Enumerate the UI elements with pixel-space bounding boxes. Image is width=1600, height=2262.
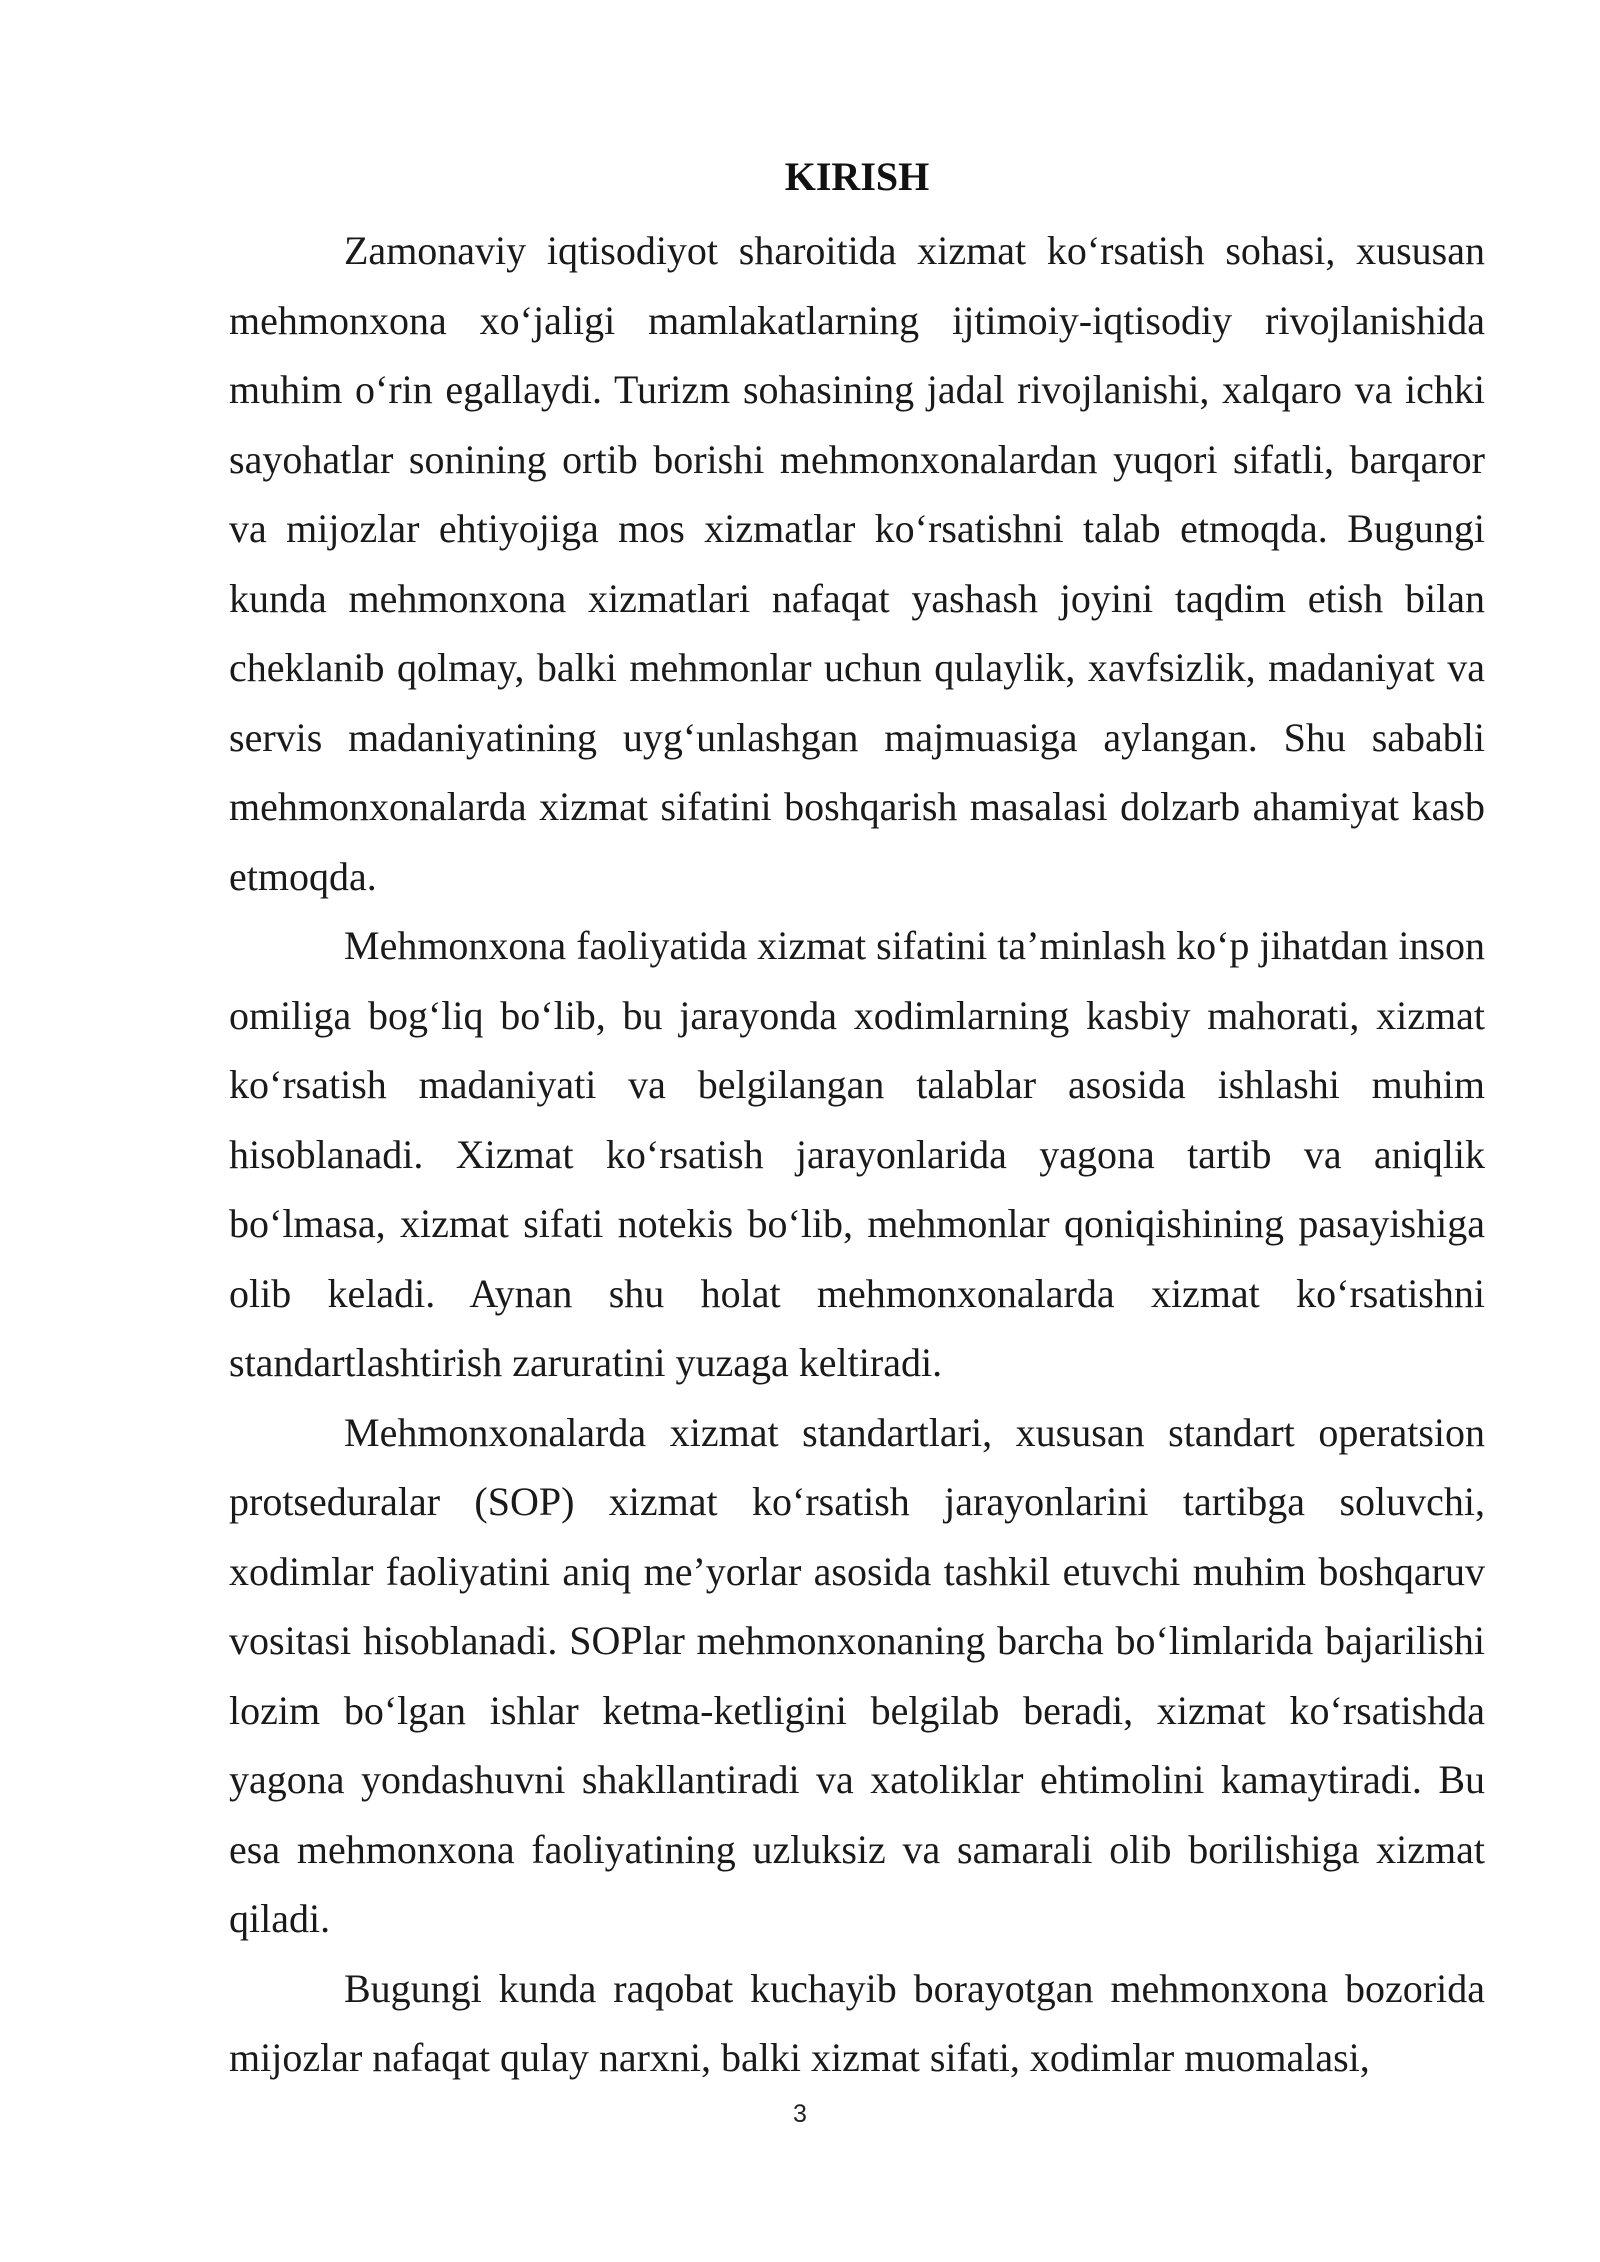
paragraph-2: Mehmonxona faoliyatida xizmat sifatini ta’minlash ko‘p jihatdan inson omiliga bog‘liq bo‘lib, bu jarayonda xodimlarning kasbiy mahorati, xizmat ko‘rsatish madaniyati va belgilangan talablar asosida ishlashi muhim hisoblanadi. Xizmat ko‘rsatish jarayonlarida yagona tartib va aniqlik bo‘lmasa, xizmat sifati notekis bo‘lib, mehmonlar qoniqishining pasayishiga olib keladi. Aynan shu holat mehmonxonalarda xizmat ko‘rsatishni standartlashtirish zaruratini yuzaga keltiradi. bbox=[229, 923, 1485, 1385]
page-number: 3 bbox=[793, 2100, 807, 2128]
paragraph-3: Mehmonxonalarda xizmat standartlari, xususan standart operatsion protseduralar (SOP) xizmat ko‘rsatish jarayonlarini tartibga soluvchi, xodimlar faoliyatini aniq me’yorlar asosida tashkil etuvchi muhim boshqaruv vositasi hisoblanadi. SOPlar mehmonxonaning barcha bo‘limlarida bajarilishi lozim bo‘lgan ishlar ketma-ketligini belgilab beradi, xizmat ko‘rsatishda yagona yondashuvni shakllantiradi va xatoliklar ehtimolini kamaytiradi. Bu esa mehmonxona faoliyatining uzluksiz va samarali olib borilishiga xizmat qiladi. bbox=[229, 1409, 1485, 1941]
section-heading: KIRISH bbox=[784, 154, 930, 199]
document-body bbox=[229, 148, 1485, 2093]
paragraph-1: Zamonaviy iqtisodiyot sharoitida xizmat ko‘rsatish sohasi, xususan mehmonxona xo‘jaligi mamlakatlarning ijtimoiy-iqtisodiy rivojlanishida muhim o‘rin egallaydi. Turizm sohasining jadal rivojlanishi, xalqaro va ichki sayohatlar sonining ortib borishi mehmonxonalardan yuqori sifatli, barqaror va mijozlar ehtiyojiga mos xizmatlar ko‘rsatishni talab etmoqda. Bugungi kunda mehmonxona xizmatlari nafaqat yashash joyini taqdim etish bilan cheklanib qolmay, balki mehmonlar uchun qulaylik, xavfsizlik, madaniyat va servis madaniyatining uyg‘unlashgan majmuasiga aylangan. Shu sababli mehmonxonalarda xizmat sifatini boshqarish masalasi dolzarb ahamiyat kasb etmoqda. bbox=[229, 228, 1485, 899]
paragraph-4: Bugungi kunda raqobat kuchayib borayotgan mehmonxona bozorida mijozlar nafaqat qulay narxni, balki xizmat sifati, xodimlar muomalasi, bbox=[229, 1965, 1485, 2080]
